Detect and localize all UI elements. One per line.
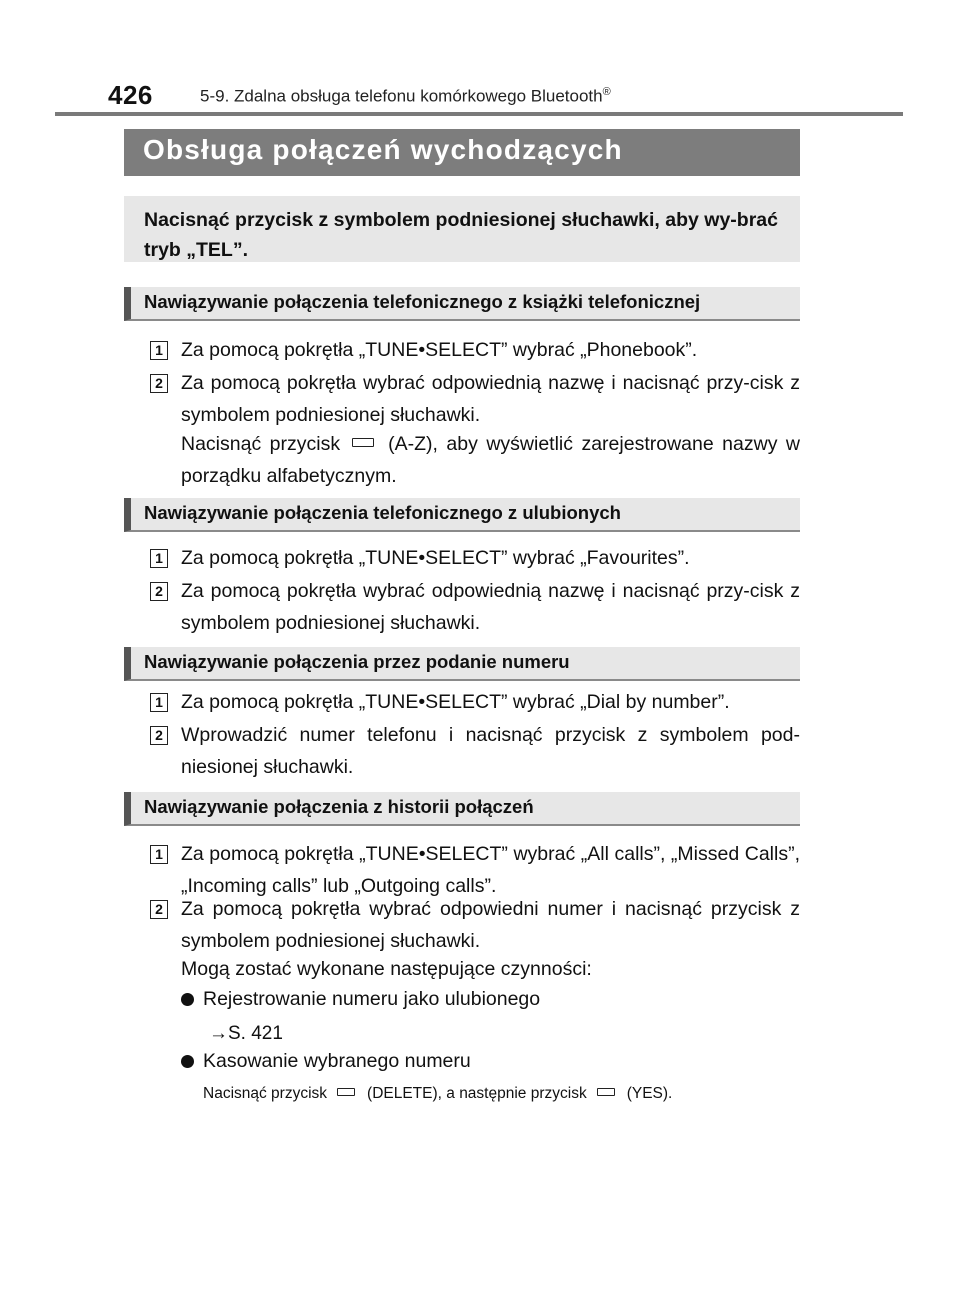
header-rule	[55, 112, 903, 116]
step-number: 2	[150, 900, 168, 919]
intro-box: Nacisnąć przycisk z symbolem podniesionej słuchawki, aby wy-brać tryb „TEL”.	[124, 196, 800, 262]
section-heading-phonebook: Nawiązywanie połączenia telefonicznego z książki telefonicznej	[124, 287, 800, 321]
button-icon	[337, 1088, 355, 1096]
page-number: 426	[108, 80, 153, 110]
step-text: Za pomocą pokrętła „TUNE•SELECT” wybrać „All calls”, „Missed Calls”, „Incoming calls” lub „Outgoing calls”.	[181, 843, 800, 897]
arrow-right-icon: →	[209, 1023, 228, 1044]
step-text: Za pomocą pokrętła „TUNE•SELECT” wybrać „Dial by number”.	[181, 691, 730, 713]
bullet-icon	[181, 993, 194, 1006]
delete-note-part: (DELETE), a następnie przycisk	[367, 1085, 587, 1102]
note-text-start: Nacisnąć przycisk	[181, 433, 341, 455]
step-number: 2	[150, 374, 168, 393]
page-title: Obsługa połączeń wychodzących	[124, 129, 800, 176]
step-text: Za pomocą pokrętła wybrać odpowiednią nazwę i nacisnąć przy-cisk z symbolem podniesionej słuchawki.	[181, 372, 800, 426]
button-icon	[597, 1088, 615, 1096]
step-number: 1	[150, 549, 168, 568]
step-text: Za pomocą pokrętła wybrać odpowiedni numer i nacisnąć przycisk z symbolem podniesionej słuchawki.	[181, 898, 800, 952]
bullet-text: Kasowanie wybranego numeru	[203, 1050, 471, 1072]
delete-note-part: (YES).	[626, 1085, 673, 1102]
button-icon	[352, 438, 374, 447]
section-heading-call-history: Nawiązywanie połączenia z historii połączeń	[124, 792, 800, 826]
delete-note-part: Nacisnąć przycisk	[203, 1085, 328, 1102]
step-text: Za pomocą pokrętła wybrać odpowiednią nazwę i nacisnąć przy-cisk z symbolem podniesionej słuchawki.	[181, 580, 800, 634]
page-reference-text: S. 421	[228, 1023, 283, 1044]
running-head	[200, 86, 611, 107]
step-text: Wprowadzić numer telefonu i nacisnąć przycisk z symbolem pod-niesionej słuchawki.	[181, 724, 800, 778]
step-number: 1	[150, 845, 168, 864]
step-text: Za pomocą pokrętła „TUNE•SELECT” wybrać „Phonebook”.	[181, 339, 698, 361]
bullet-icon	[181, 1055, 194, 1068]
step-number: 1	[150, 341, 168, 360]
note-az-button	[181, 428, 800, 492]
note-text-end: (A-Z), aby wyświetlić zarejestrowane nazwy w porządku alfabetycznym.	[181, 433, 801, 487]
section-heading-dial-number: Nawiązywanie połączenia przez podanie numeru	[124, 647, 800, 681]
step-text: Za pomocą pokrętła „TUNE•SELECT” wybrać „Favourites”.	[181, 547, 690, 569]
actions-note: Mogą zostać wykonane następujące czynności:	[181, 958, 592, 980]
running-head-text: 5-9. Zdalna obsługa telefonu komórkowego Bluetooth	[200, 86, 603, 106]
step-number: 1	[150, 693, 168, 712]
section-heading-favourites: Nawiązywanie połączenia telefonicznego z ulubionych	[124, 498, 800, 532]
step-number: 2	[150, 726, 168, 745]
registered-mark: ®	[602, 86, 611, 98]
step-number: 2	[150, 582, 168, 601]
bullet-text: Rejestrowanie numeru jako ulubionego	[203, 988, 541, 1010]
delete-note	[203, 1081, 672, 1107]
